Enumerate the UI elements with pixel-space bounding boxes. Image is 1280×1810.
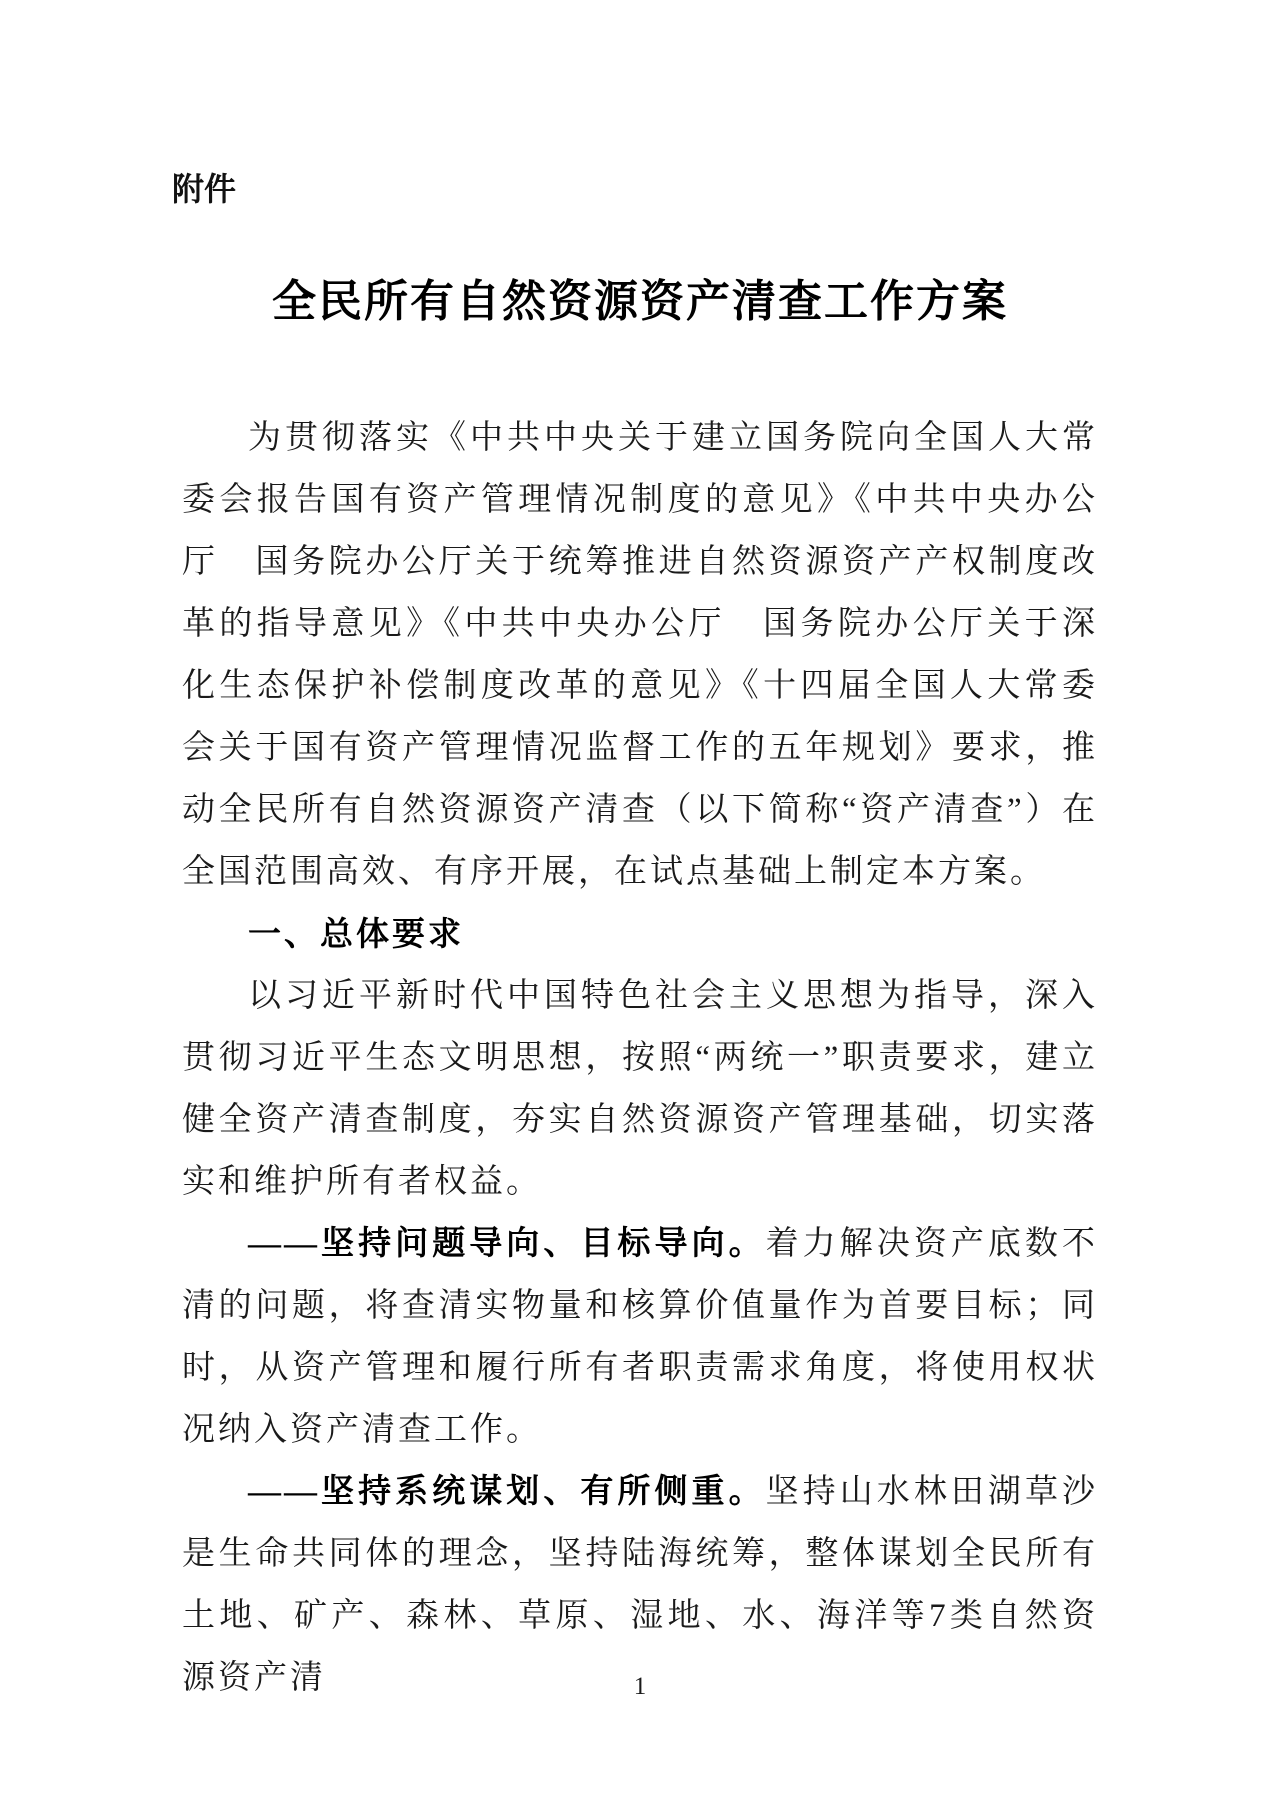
paragraph-problem-orientation-lead: ——坚持问题导向、目标导向。 [248,1226,766,1263]
paragraph-guiding-ideology: 以习近平新时代中国特色社会主义思想为指导，深入贯彻习近平生态文明思想，按照“两统一”职责要求，建立健全资产清查制度，夯实自然资源资产管理基础，切实落实和维护所有者权益。 [182,978,1098,1201]
page-number: 1 [633,1673,647,1700]
paragraph-system-planning-lead: ——坚持系统谋划、有所侧重。 [248,1474,766,1511]
paragraph-preamble: 为贯彻落实《中共中央关于建立国务院向全国人大常委会报告国有资产管理情况制度的意见》《中共中央办公厅 国务院办公厅关于统筹推进自然资源资产产权制度改革的指导意见》《中共中央办公厅 国务院办公厅关于深化生态保护补偿制度改革的意见》《十四届全国人大常委会关于国有资产管理情况监督工作的五年规划》要求，推动全民所有自然资源资产清查（以下简称“资产清查”）在全国范围高效、有序开展，在试点基础上制定本方案。 [182,420,1098,891]
attachment-label: 附件 [172,171,237,207]
section-heading-overall-requirements: 一、总体要求 [248,915,464,953]
paragraph-problem-orientation [182,1213,1098,1461]
paragraph-problem-orientation-text: 着力解决资产底数不清的问题，将查清实物量和核算价值量作为首要目标；同时，从资产管理和履行所有者职责需求角度，将使用权状况纳入资产清查工作。 [182,1226,1099,1449]
paragraph-system-planning-text: 坚持山水林田湖草沙是生命共同体的理念，坚持陆海统筹，整体谋划全民所有土地、矿产、森林、草原、湿地、水、海洋等7类自然资源资产清 [182,1474,1099,1697]
document-title: 全民所有自然资源资产清查工作方案 [272,277,1008,327]
document-body [182,407,1098,1709]
